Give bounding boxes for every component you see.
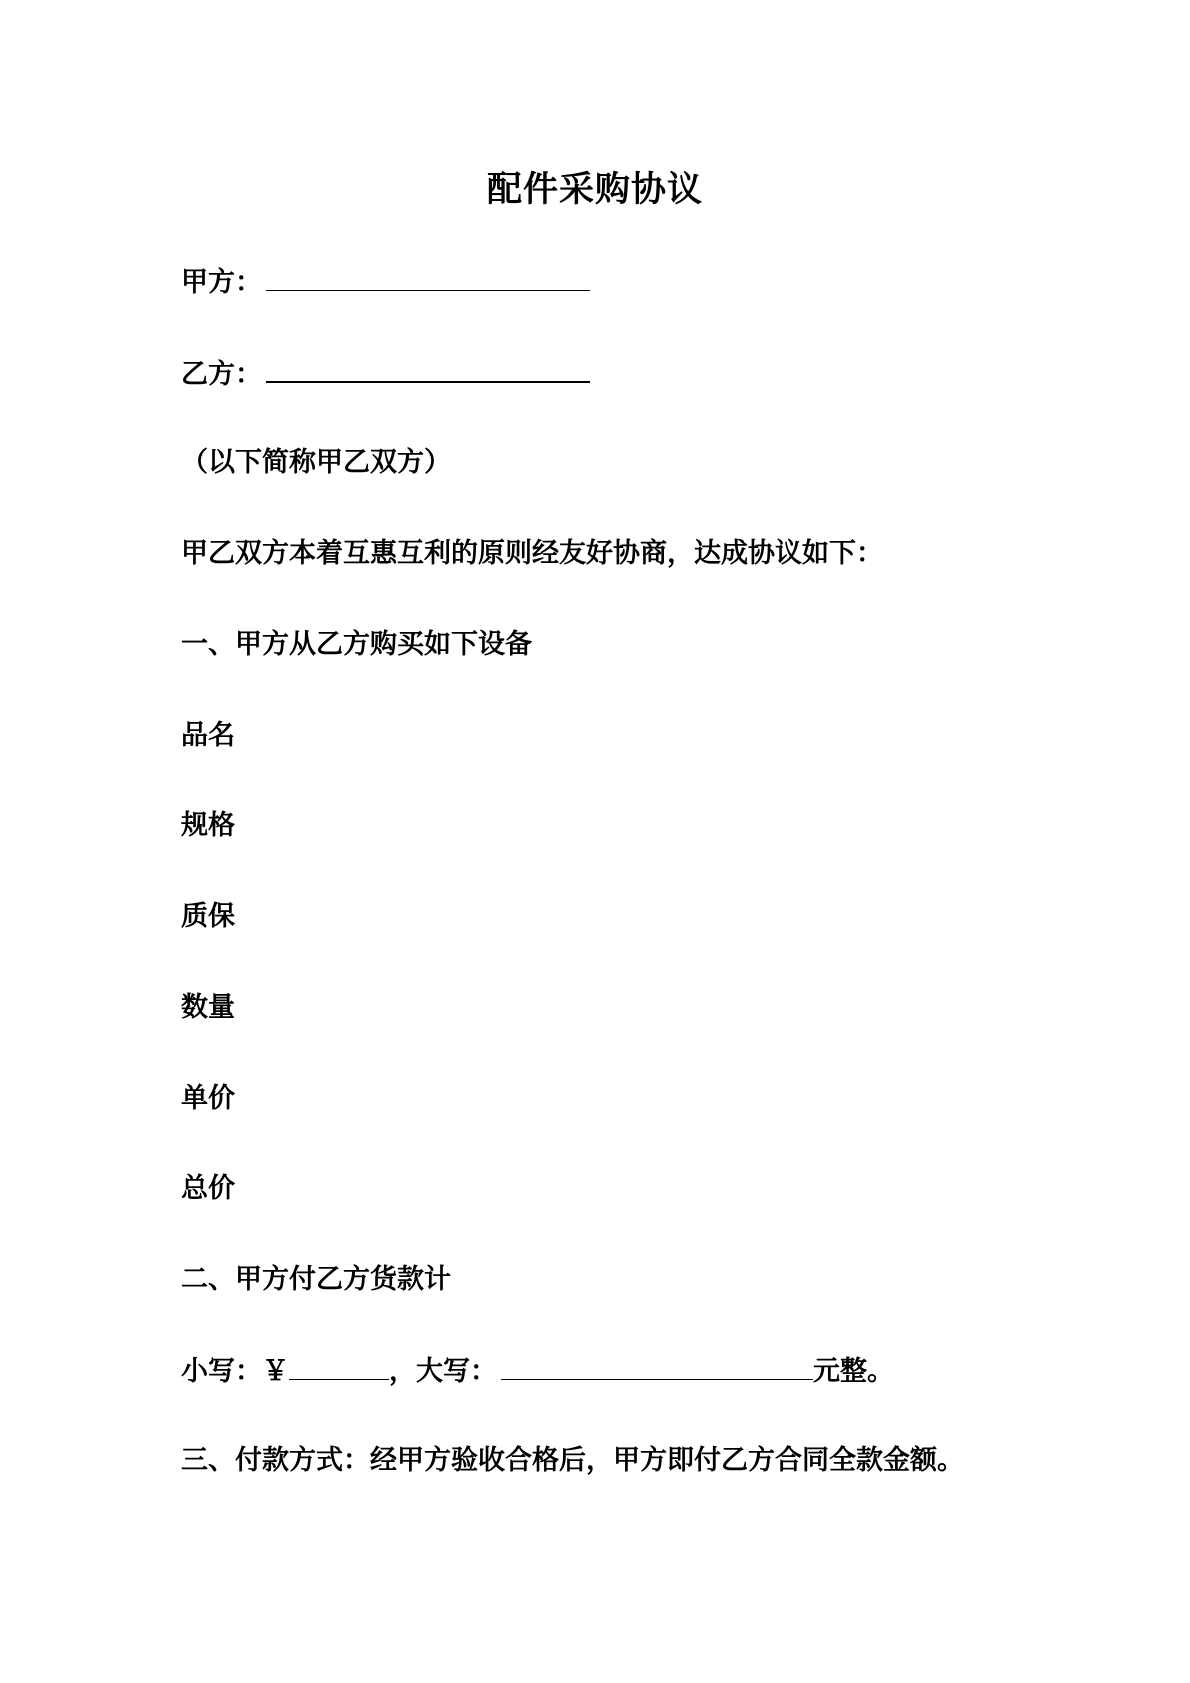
item-field-spec: 规格 [181, 810, 235, 841]
party-b-line [181, 353, 590, 395]
item-field-quantity: 数量 [181, 992, 235, 1023]
amount-upper-label: ，大写： [389, 1356, 497, 1387]
section-1-heading: 一、甲方从乙方购买如下设备 [181, 629, 532, 660]
document-title: 配件采购协议 [486, 169, 703, 210]
section-2-heading: 二、甲方付乙方货款计 [181, 1264, 451, 1295]
party-a-label: 甲方： [181, 267, 262, 298]
item-field-name: 品名 [181, 720, 235, 751]
party-a-blank[interactable] [266, 262, 590, 291]
party-a-line [181, 262, 590, 303]
abbreviation-note: （以下简称甲乙双方） [181, 447, 451, 478]
item-field-unit-price: 单价 [181, 1083, 235, 1114]
item-field-total-price: 总价 [181, 1173, 235, 1204]
preamble-text: 甲乙双方本着互惠互利的原则经友好协商，达成协议如下： [181, 538, 883, 569]
item-field-warranty: 质保 [181, 901, 235, 932]
amount-suffix: 元整。 [813, 1356, 894, 1387]
amount-lower-blank[interactable] [289, 1351, 389, 1380]
section-3-text: 三、付款方式：经甲方验收合格后，甲方即付乙方合同全款金额。 [181, 1445, 964, 1476]
party-b-label: 乙方： [181, 359, 262, 390]
amount-upper-blank[interactable] [501, 1351, 813, 1380]
amount-line [181, 1351, 894, 1392]
amount-lower-label: 小写：￥ [181, 1356, 289, 1387]
party-b-blank[interactable] [266, 353, 590, 383]
